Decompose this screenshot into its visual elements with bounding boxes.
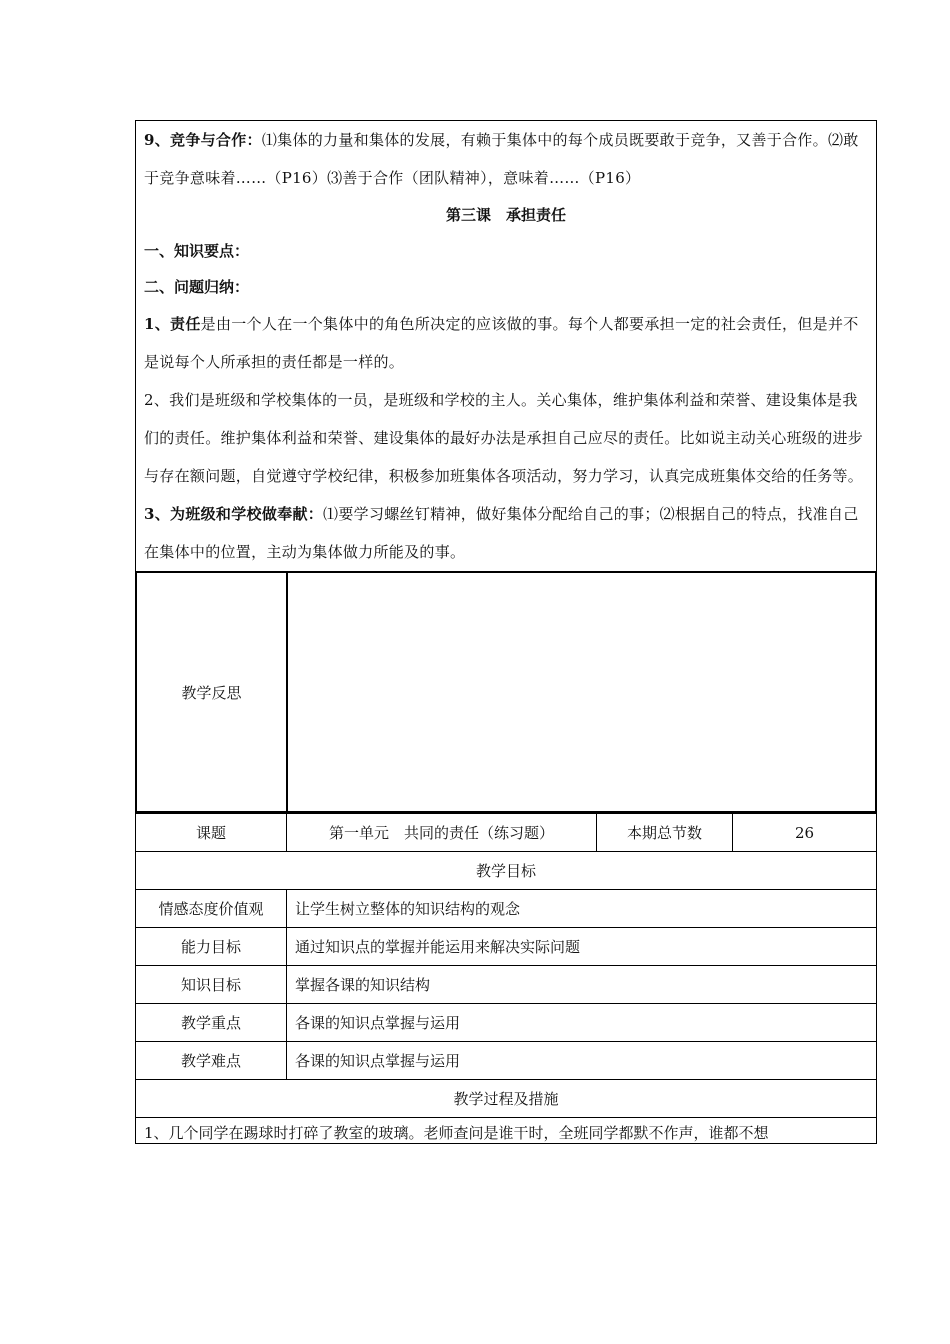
- item-9-text: ⑴集体的力量和集体的发展，有赖于集体中的每个成员既要敢于竞争，又善于合作。⑵敢于竞争意味着……（P16）⑶善于合作（团队精神），意味着……（P16）: [144, 131, 859, 187]
- item-1-keyword: 责任: [170, 315, 201, 333]
- topic-value: 第一单元 共同的责任（练习题）: [287, 814, 597, 852]
- item-1-text: 是由一个人在一个集体中的角色所决定的应该做的事。每个人都要承担一定的社会责任，但是并不是说每个人所承担的责任都是一样的。: [144, 315, 859, 371]
- item-9-title: 9、竞争与合作：: [144, 131, 262, 149]
- goals-header: 教学目标: [136, 852, 877, 890]
- goal-row-label: 能力目标: [136, 928, 287, 966]
- section-knowledge-points: 一、知识要点：: [144, 242, 250, 260]
- section-problem-summary: 二、问题归纳：: [144, 278, 250, 296]
- topic-label: 课题: [136, 814, 287, 852]
- document-page: [135, 120, 877, 1144]
- item-3-title: 3、为班级和学校做奉献：: [144, 505, 324, 523]
- reflection-label: 教学反思: [136, 572, 287, 812]
- item-9-paragraph: [136, 121, 876, 197]
- goal-row-value: 掌握各课的知识结构: [287, 966, 877, 1004]
- item-3-paragraph: [136, 495, 876, 571]
- goal-row-label: 知识目标: [136, 966, 287, 1004]
- process-first-line: 1、几个同学在踢球时打碎了教室的玻璃。老师查问是谁干时，全班同学都默不作声，谁都不想: [136, 1118, 877, 1144]
- goal-row-label: 情感态度价值观: [136, 890, 287, 928]
- process-header: 教学过程及措施: [136, 1080, 877, 1118]
- item-2-paragraph: 2、我们是班级和学校集体的一员，是班级和学校的主人。关心集体，维护集体利益和荣誉、建设集体是我们的责任。维护集体利益和荣誉、建设集体的最好办法是承担自己应尽的责任。比如说主动关心班级的进步与存在额问题，自觉遵守学校纪律，积极参加班集体各项活动，努力学习，认真完成班集体交给的任务等。: [144, 391, 864, 485]
- reflection-content: [287, 572, 876, 812]
- goal-row-label: 教学重点: [136, 1004, 287, 1042]
- goal-row-value: 让学生树立整体的知识结构的观念: [287, 890, 877, 928]
- lesson-plan-table: [135, 813, 877, 1144]
- periods-value: 26: [733, 814, 877, 852]
- item-3-text: ⑴要学习螺丝钉精神，做好集体分配给自己的事；⑵根据自己的特点，找准自己在集体中的位置，主动为集体做力所能及的事。: [144, 505, 859, 561]
- goal-row-value: 各课的知识点掌握与运用: [287, 1042, 877, 1080]
- goal-row-label: 教学难点: [136, 1042, 287, 1080]
- periods-label: 本期总节数: [597, 814, 733, 852]
- goal-row-value: 通过知识点的掌握并能运用来解决实际问题: [287, 928, 877, 966]
- item-1-paragraph: [136, 305, 876, 381]
- lesson-3-title: 第三课 承担责任: [445, 206, 566, 224]
- goal-row-value: 各课的知识点掌握与运用: [287, 1004, 877, 1042]
- item-1-prefix: 1、: [144, 315, 171, 333]
- lesson-content-box: [135, 120, 877, 571]
- reflection-table: [135, 571, 877, 813]
